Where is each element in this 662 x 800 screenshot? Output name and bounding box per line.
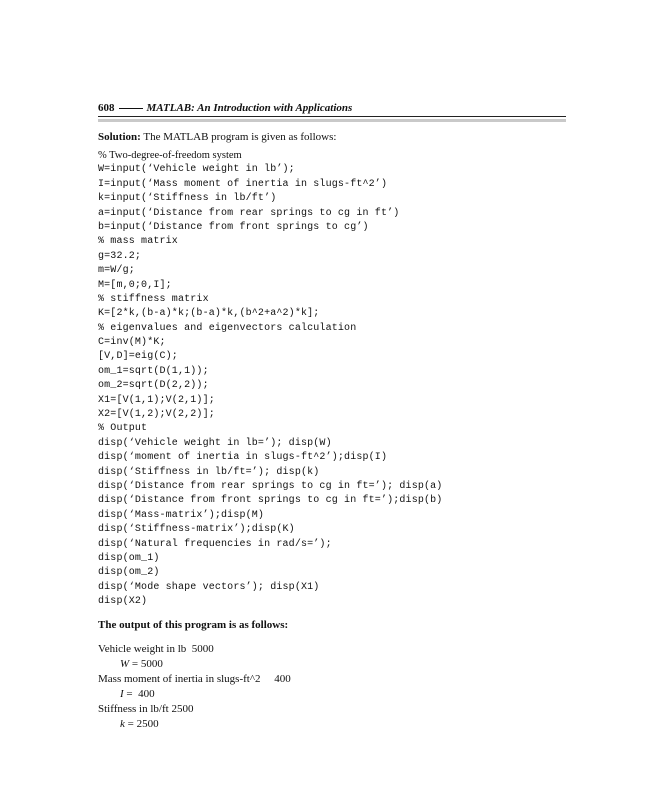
k-variable: k xyxy=(120,717,125,730)
code-line: % mass matrix xyxy=(98,236,178,248)
code-line: disp(‘Distance from front springs to cg in ft=’);disp(b) xyxy=(98,495,443,507)
code-line: g=32.2; xyxy=(98,250,142,262)
code-line: disp(‘Natural frequencies in rad/s=’); xyxy=(98,538,332,550)
k-value: = 2500 xyxy=(124,717,159,730)
output-i-result xyxy=(98,687,566,702)
code-line: disp(‘Mass-matrix’);disp(M) xyxy=(98,509,265,521)
output-w-result xyxy=(98,657,566,672)
code-line: om_2=sqrt(D(2,2)); xyxy=(98,380,209,392)
book-title: MATLAB: An Introduction with Applications xyxy=(146,102,353,114)
code-line: disp(‘Stiffness in lb/ft=’); disp(k) xyxy=(98,466,320,478)
solution-text: The MATLAB program is given as follows: xyxy=(140,131,337,143)
output-vehicle-weight-prompt: Vehicle weight in lb 5000 xyxy=(98,642,214,655)
code-line: disp(‘Distance from rear springs to cg in ft=’); disp(a) xyxy=(98,480,443,492)
code-line: I=input(‘Mass moment of inertia in slugs-ft^2’) xyxy=(98,178,388,190)
code-line: disp(X2) xyxy=(98,596,148,608)
code-line: disp(‘Stiffness-matrix’);disp(K) xyxy=(98,524,295,536)
code-line: om_1=sqrt(D(1,1)); xyxy=(98,365,209,377)
code-line: k=input(‘Stiffness in lb/ft’) xyxy=(98,193,277,205)
solution-intro xyxy=(98,130,566,144)
code-line: disp(om_1) xyxy=(98,552,160,564)
output-mass-moment-prompt: Mass moment of inertia in slugs-ft^2 400 xyxy=(98,672,291,685)
code-line: % stiffness matrix xyxy=(98,293,209,305)
code-line: % Output xyxy=(98,423,148,435)
w-variable: W xyxy=(120,657,130,670)
page-number: 608 xyxy=(98,102,115,114)
code-line: X1=[V(1,1);V(2,1)]; xyxy=(98,394,215,406)
code-line: disp(om_2) xyxy=(98,567,160,579)
code-listing xyxy=(98,163,566,609)
code-line: disp(‘moment of inertia in slugs-ft^2’);disp(I) xyxy=(98,452,388,464)
output-k-result xyxy=(98,717,566,732)
output-heading: The output of this program is as follows: xyxy=(98,618,289,631)
header-shade-rule xyxy=(98,119,566,122)
code-line: W=input(‘Vehicle weight in lb’); xyxy=(98,164,295,176)
code-line: M=[m,0;0,I]; xyxy=(98,279,172,291)
code-line: m=W/g; xyxy=(98,265,135,277)
output-stiffness-prompt: Stiffness in lb/ft 2500 xyxy=(98,702,194,715)
code-line: b=input(‘Distance from front springs to cg’) xyxy=(98,221,369,233)
code-line: % eigenvalues and eigenvectors calculation xyxy=(98,322,357,334)
code-line: X2=[V(1,2);V(2,2)]; xyxy=(98,409,215,421)
code-line: C=inv(M)*K; xyxy=(98,337,166,349)
page-content xyxy=(98,130,566,732)
code-line: a=input(‘Distance from rear springs to cg in ft’) xyxy=(98,207,400,219)
code-line: [V,D]=eig(C); xyxy=(98,351,178,363)
solution-label: Solution: xyxy=(98,131,141,143)
running-header xyxy=(98,101,566,115)
header-rule xyxy=(98,116,566,117)
code-line: disp(‘Mode shape vectors’); disp(X1) xyxy=(98,581,320,593)
header-dash xyxy=(119,108,143,109)
w-value: = 5000 xyxy=(129,657,163,670)
i-value: = 400 xyxy=(123,687,155,700)
i-variable: I xyxy=(120,687,124,700)
code-line: disp(‘Vehicle weight in lb=’); disp(W) xyxy=(98,437,332,449)
program-first-comment: % Two-degree-of-freedom system xyxy=(98,150,242,161)
code-line: K=[2*k,(b-a)*k;(b-a)*k,(b^2+a^2)*k]; xyxy=(98,308,320,320)
